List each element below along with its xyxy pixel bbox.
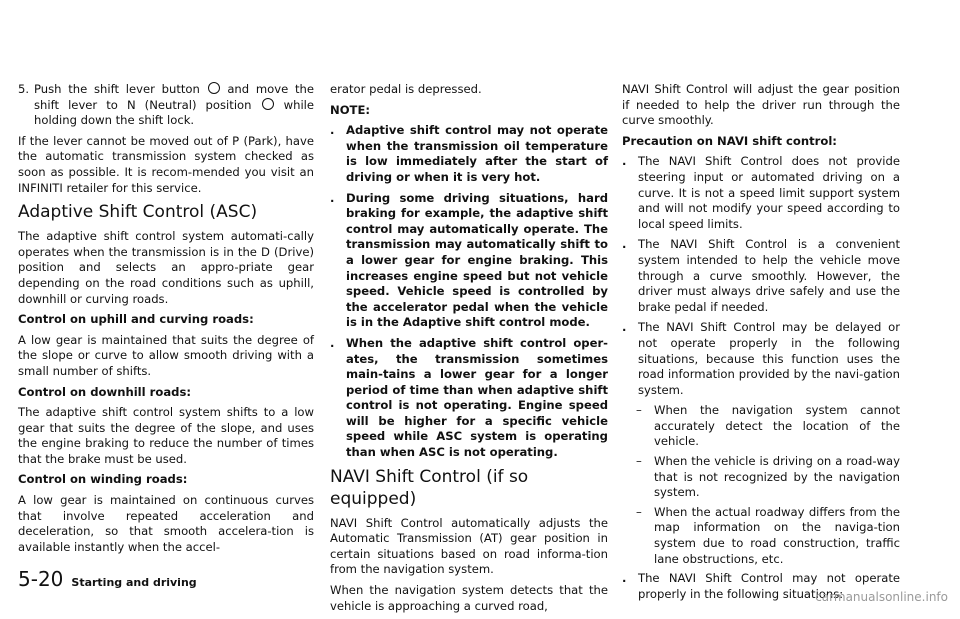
- column-3: [622, 82, 900, 607]
- paragraph: If the lever cannot be moved out of P (Park), have the automatic transmission system checked as soon as possible. It is recom-mended you visit an INFINITI retailer for this service.: [18, 133, 314, 195]
- dash: –: [636, 504, 642, 519]
- step-5: [18, 82, 314, 129]
- bullet-text: The NAVI Shift Control does not provide steering input or automated driving on a curve. It is not a speed limit support system and will not modify your speed according to local speed limits.: [638, 154, 900, 231]
- paragraph: When the navigation system detects that the vehicle is approaching a curved road,: [330, 583, 608, 613]
- bullet: .: [622, 571, 627, 586]
- column-1: [18, 82, 314, 560]
- bullet: .: [622, 154, 627, 169]
- callout-circle-icon: [262, 98, 274, 110]
- note-text: During some driving situations, hard braking for example, the adaptive shift control may automatically operate. The transmission may automatically shift to a lower gear for engine braking. This increases engine speed but not vehicle speed. Vehicle speed is controlled by the accelerator pedal when the vehicle is in the Adaptive shift control mode.: [346, 190, 608, 330]
- bullet-text: The NAVI Shift Control may not operate properly in the following situations:: [638, 571, 900, 601]
- note-text: Adaptive shift control may not operate when the transmission oil temperature is low immediately after the start of driving or when it is very hot.: [346, 123, 608, 184]
- paragraph: The adaptive shift control system automati-cally operates when the transmission is in the D (Drive) position and selects an appro-priate gear depending on the road conditions such as uphill, downhill or curving roads.: [18, 229, 314, 306]
- note-item: [330, 123, 608, 185]
- step-text: Push the shift lever button and move the shift lever to N (Neutral) position while holding down the shift lock.: [34, 82, 315, 128]
- note-item: [330, 336, 608, 461]
- paragraph: A low gear is maintained on continuous curves that involve repeated acceleration and deceleration, so that smooth accelera-tion is available instantly when the accel-: [18, 493, 314, 554]
- bullet: .: [330, 123, 335, 138]
- subheading: Control on uphill and curving roads:: [18, 312, 254, 327]
- section-heading-navi: NAVI Shift Control (if so equipped): [330, 466, 529, 509]
- bullet-item: [622, 154, 900, 232]
- section-title: Starting and driving: [71, 576, 197, 589]
- bullet-text: The NAVI Shift Control is a convenient system intended to help the vehicle move through a curve smoothly. However, the driver must always drive safely and use the brake pedal if needed.: [638, 237, 900, 314]
- dash-item: [636, 403, 900, 450]
- dash-text: When the actual roadway differs from the map information on the naviga-tion system due to road construction, traffic lane obstructions, etc.: [654, 504, 900, 566]
- bullet-item: [622, 320, 900, 398]
- note-item: [330, 191, 608, 331]
- dash-text: When the navigation system cannot accurately detect the location of the vehicle.: [654, 403, 900, 449]
- dash-item: [636, 505, 900, 567]
- bullet: .: [330, 335, 335, 350]
- dash: –: [636, 454, 642, 469]
- bullet-item: [622, 237, 900, 315]
- bullet: .: [622, 320, 627, 335]
- paragraph: NAVI Shift Control automatically adjusts the Automatic Transmission (AT) gear position in certain situations based on road informa-tion from the navigation system.: [330, 515, 608, 577]
- column-2: [330, 82, 608, 619]
- paragraph: NAVI Shift Control will adjust the gear position if needed to help the driver run through the curve smoothly.: [622, 82, 900, 128]
- bullet-text: The NAVI Shift Control may be delayed or not operate properly in the following situations, because this function uses the road information provided by the navi-gation system.: [638, 320, 900, 397]
- subheading: Precaution on NAVI shift control:: [622, 133, 837, 148]
- subheading: Control on downhill roads:: [18, 384, 192, 399]
- dash-text: When the vehicle is driving on a road-way that is not recognized by the navigation system.: [654, 454, 900, 500]
- note-label: NOTE:: [330, 102, 371, 117]
- page-footer: [18, 567, 197, 591]
- paragraph: The adaptive shift control system shifts to a low gear that suits the degree of the slope, and uses the engine braking to reduce the number of times that the brake must be used.: [18, 405, 314, 466]
- paragraph: A low gear is maintained that suits the degree of the slope or curve to allow smooth driving with a small number of shifts.: [18, 332, 314, 378]
- paragraph: erator pedal is depressed.: [330, 82, 482, 96]
- dash-item: [636, 454, 900, 501]
- callout-circle-icon: [208, 82, 220, 94]
- section-heading-asc: Adaptive Shift Control (ASC): [18, 202, 258, 223]
- page-number: 5-20: [18, 567, 64, 591]
- step-number: 5.: [18, 82, 30, 96]
- bullet: .: [622, 237, 627, 252]
- subheading: Control on winding roads:: [18, 472, 188, 487]
- bullet: .: [330, 190, 335, 205]
- note-text: When the adaptive shift control oper-ates, the transmission sometimes main-tains a lower gear for a longer period of time than when adaptive shift control is not operating. Engine speed will be higher for a specific vehicle speed while ASC system is operating than when ASC is not operating.: [346, 335, 608, 460]
- watermark: carmanualsonline.info: [815, 590, 948, 604]
- dash: –: [636, 403, 642, 418]
